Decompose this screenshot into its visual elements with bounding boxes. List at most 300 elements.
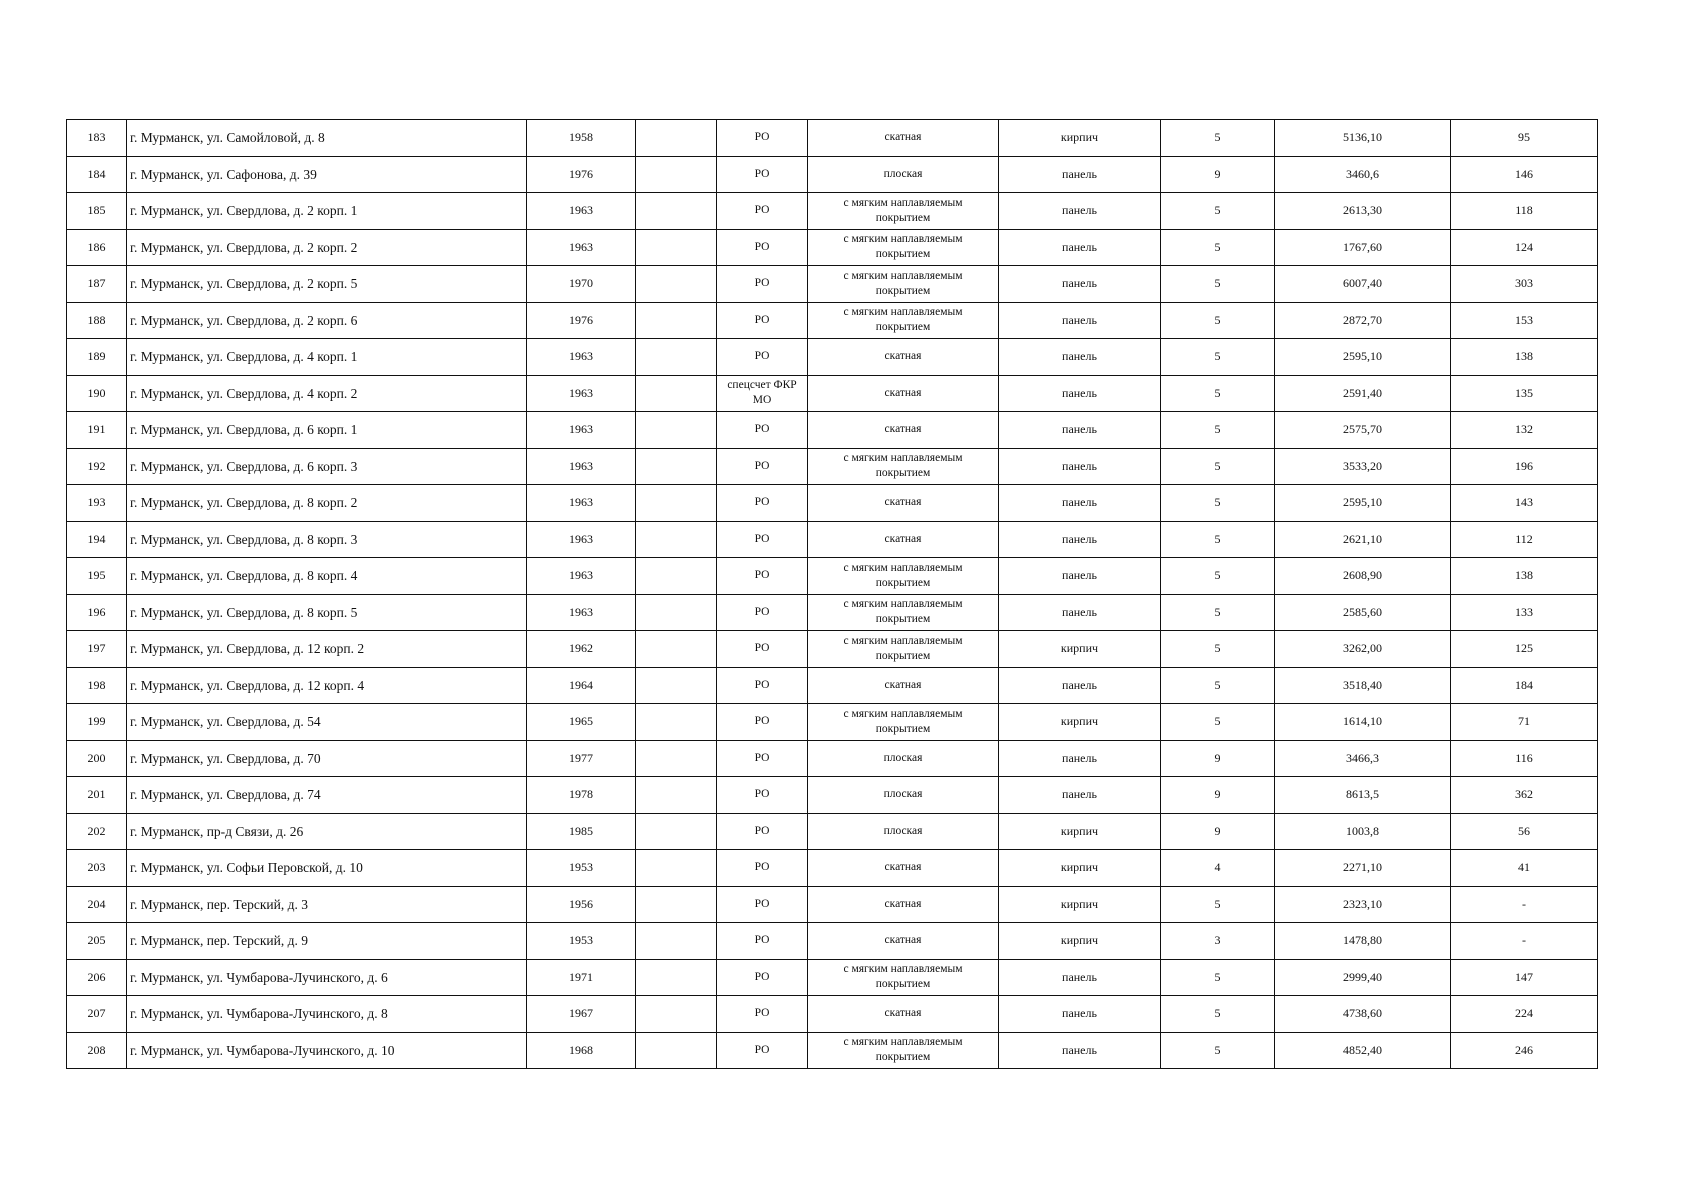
wall-material-cell: панель xyxy=(999,229,1161,266)
row-number-cell: 202 xyxy=(67,813,127,850)
row-number-cell: 195 xyxy=(67,558,127,595)
residents-cell: 246 xyxy=(1451,1032,1598,1069)
fund-method-cell xyxy=(717,229,808,266)
row-number-cell: 196 xyxy=(67,594,127,631)
roof-type-cell-text: скатная xyxy=(884,350,922,363)
roof-type-cell xyxy=(808,996,999,1033)
roof-type-cell xyxy=(808,412,999,449)
roof-type-cell-text: скатная xyxy=(884,897,922,910)
row-number-cell: 205 xyxy=(67,923,127,960)
roof-type-cell-text: плоская xyxy=(883,167,923,180)
blank-cell xyxy=(636,996,717,1033)
blank-cell xyxy=(636,558,717,595)
roof-type-cell-text: скатная xyxy=(884,423,922,436)
table-row xyxy=(67,120,1598,157)
blank-cell xyxy=(636,193,717,230)
roof-type-cell-text: с мягким наплавляемым покрытием xyxy=(843,306,963,334)
table-row xyxy=(67,996,1598,1033)
residents-cell: 112 xyxy=(1451,521,1598,558)
address-cell: г. Мурманск, ул. Свердлова, д. 54 xyxy=(127,704,527,741)
wall-material-cell: панель xyxy=(999,558,1161,595)
residents-cell: 124 xyxy=(1451,229,1598,266)
wall-material-cell: панель xyxy=(999,485,1161,522)
table-row xyxy=(67,448,1598,485)
table-row xyxy=(67,850,1598,887)
fund-method-cell xyxy=(717,813,808,850)
blank-cell xyxy=(636,777,717,814)
build-year-cell: 1963 xyxy=(527,521,636,558)
address-cell: г. Мурманск, ул. Свердлова, д. 2 корп. 6 xyxy=(127,302,527,339)
wall-material-cell: кирпич xyxy=(999,631,1161,668)
fund-method-cell-text: РО xyxy=(754,167,770,180)
blank-cell xyxy=(636,266,717,303)
row-number-cell: 193 xyxy=(67,485,127,522)
area-cell: 4852,40 xyxy=(1275,1032,1451,1069)
housing-register-table xyxy=(66,119,1598,1069)
area-cell: 2575,70 xyxy=(1275,412,1451,449)
address-cell: г. Мурманск, ул. Свердлова, д. 6 корп. 1 xyxy=(127,412,527,449)
fund-method-cell xyxy=(717,558,808,595)
fund-method-cell xyxy=(717,996,808,1033)
floors-cell: 5 xyxy=(1161,631,1275,668)
row-number-cell: 203 xyxy=(67,850,127,887)
fund-method-cell xyxy=(717,485,808,522)
floors-cell: 5 xyxy=(1161,302,1275,339)
fund-method-cell xyxy=(717,777,808,814)
roof-type-cell-text: плоская xyxy=(883,824,923,837)
fund-method-cell-text: РО xyxy=(754,824,770,837)
table-row xyxy=(67,521,1598,558)
wall-material-cell: панель xyxy=(999,959,1161,996)
fund-method-cell xyxy=(717,302,808,339)
table-row xyxy=(67,813,1598,850)
fund-method-cell-text: РО xyxy=(754,970,770,983)
roof-type-cell xyxy=(808,923,999,960)
residents-cell: 138 xyxy=(1451,339,1598,376)
blank-cell xyxy=(636,120,717,157)
roof-type-cell-text: скатная xyxy=(884,131,922,144)
roof-type-cell xyxy=(808,813,999,850)
wall-material-cell: кирпич xyxy=(999,120,1161,157)
roof-type-cell xyxy=(808,339,999,376)
address-cell: г. Мурманск, ул. Свердлова, д. 74 xyxy=(127,777,527,814)
residents-cell: 196 xyxy=(1451,448,1598,485)
row-number-cell: 186 xyxy=(67,229,127,266)
build-year-cell: 1985 xyxy=(527,813,636,850)
table-row xyxy=(67,777,1598,814)
row-number-cell: 191 xyxy=(67,412,127,449)
residents-cell: 118 xyxy=(1451,193,1598,230)
fund-method-cell xyxy=(717,448,808,485)
fund-method-cell-text: РО xyxy=(754,1043,770,1056)
roof-type-cell-text: скатная xyxy=(884,678,922,691)
table-row xyxy=(67,594,1598,631)
address-cell: г. Мурманск, ул. Свердлова, д. 2 корп. 5 xyxy=(127,266,527,303)
residents-cell: 41 xyxy=(1451,850,1598,887)
wall-material-cell: панель xyxy=(999,740,1161,777)
area-cell: 4738,60 xyxy=(1275,996,1451,1033)
roof-type-cell-text: скатная xyxy=(884,532,922,545)
wall-material-cell: кирпич xyxy=(999,923,1161,960)
fund-method-cell xyxy=(717,631,808,668)
residents-cell: 95 xyxy=(1451,120,1598,157)
blank-cell xyxy=(636,923,717,960)
row-number-cell: 185 xyxy=(67,193,127,230)
address-cell: г. Мурманск, ул. Свердлова, д. 6 корп. 3 xyxy=(127,448,527,485)
fund-method-cell-text: РО xyxy=(754,532,770,545)
floors-cell: 5 xyxy=(1161,959,1275,996)
wall-material-cell: панель xyxy=(999,302,1161,339)
address-cell: г. Мурманск, пр-д Связи, д. 26 xyxy=(127,813,527,850)
roof-type-cell xyxy=(808,740,999,777)
blank-cell xyxy=(636,485,717,522)
floors-cell: 5 xyxy=(1161,485,1275,522)
table-row xyxy=(67,631,1598,668)
roof-type-cell xyxy=(808,375,999,412)
table-row xyxy=(67,558,1598,595)
build-year-cell: 1963 xyxy=(527,594,636,631)
wall-material-cell: панель xyxy=(999,448,1161,485)
roof-type-cell-text: плоская xyxy=(883,788,923,801)
area-cell: 1003,8 xyxy=(1275,813,1451,850)
blank-cell xyxy=(636,886,717,923)
address-cell: г. Мурманск, ул. Сафонова, д. 39 xyxy=(127,156,527,193)
roof-type-cell xyxy=(808,485,999,522)
residents-cell: 303 xyxy=(1451,266,1598,303)
roof-type-cell xyxy=(808,704,999,741)
build-year-cell: 1963 xyxy=(527,485,636,522)
build-year-cell: 1963 xyxy=(527,375,636,412)
floors-cell: 9 xyxy=(1161,156,1275,193)
row-number-cell: 187 xyxy=(67,266,127,303)
area-cell: 2591,40 xyxy=(1275,375,1451,412)
row-number-cell: 200 xyxy=(67,740,127,777)
wall-material-cell: панель xyxy=(999,156,1161,193)
table-row xyxy=(67,485,1598,522)
residents-cell: 71 xyxy=(1451,704,1598,741)
area-cell: 3518,40 xyxy=(1275,667,1451,704)
build-year-cell: 1965 xyxy=(527,704,636,741)
roof-type-cell xyxy=(808,777,999,814)
fund-method-cell xyxy=(717,521,808,558)
address-cell: г. Мурманск, ул. Свердлова, д. 8 корп. 4 xyxy=(127,558,527,595)
floors-cell: 5 xyxy=(1161,558,1275,595)
blank-cell xyxy=(636,156,717,193)
blank-cell xyxy=(636,850,717,887)
build-year-cell: 1962 xyxy=(527,631,636,668)
table-body xyxy=(67,120,1598,1069)
blank-cell xyxy=(636,521,717,558)
area-cell: 2323,10 xyxy=(1275,886,1451,923)
blank-cell xyxy=(636,412,717,449)
area-cell: 1614,10 xyxy=(1275,704,1451,741)
build-year-cell: 1977 xyxy=(527,740,636,777)
roof-type-cell xyxy=(808,120,999,157)
build-year-cell: 1963 xyxy=(527,412,636,449)
row-number-cell: 190 xyxy=(67,375,127,412)
fund-method-cell-text: РО xyxy=(754,204,770,217)
build-year-cell: 1953 xyxy=(527,850,636,887)
row-number-cell: 207 xyxy=(67,996,127,1033)
fund-method-cell xyxy=(717,156,808,193)
row-number-cell: 183 xyxy=(67,120,127,157)
fund-method-cell xyxy=(717,412,808,449)
roof-type-cell xyxy=(808,266,999,303)
fund-method-cell xyxy=(717,594,808,631)
row-number-cell: 206 xyxy=(67,959,127,996)
fund-method-cell-text: РО xyxy=(754,131,770,144)
fund-method-cell-text: РО xyxy=(754,569,770,582)
fund-method-cell-text: РО xyxy=(754,496,770,509)
table-row xyxy=(67,302,1598,339)
table-row xyxy=(67,923,1598,960)
area-cell: 8613,5 xyxy=(1275,777,1451,814)
address-cell: г. Мурманск, ул. Свердлова, д. 70 xyxy=(127,740,527,777)
floors-cell: 5 xyxy=(1161,120,1275,157)
fund-method-cell xyxy=(717,923,808,960)
residents-cell: 184 xyxy=(1451,667,1598,704)
blank-cell xyxy=(636,1032,717,1069)
fund-method-cell-text: РО xyxy=(754,350,770,363)
address-cell: г. Мурманск, ул. Свердлова, д. 8 корп. 2 xyxy=(127,485,527,522)
area-cell: 2621,10 xyxy=(1275,521,1451,558)
roof-type-cell xyxy=(808,448,999,485)
fund-method-cell-text: РО xyxy=(754,861,770,874)
fund-method-cell-text: РО xyxy=(754,605,770,618)
table-row xyxy=(67,375,1598,412)
floors-cell: 5 xyxy=(1161,594,1275,631)
floors-cell: 5 xyxy=(1161,412,1275,449)
fund-method-cell-text: РО xyxy=(754,313,770,326)
residents-cell: 125 xyxy=(1451,631,1598,668)
area-cell: 2595,10 xyxy=(1275,339,1451,376)
residents-cell: 153 xyxy=(1451,302,1598,339)
table-row xyxy=(67,886,1598,923)
table-row xyxy=(67,266,1598,303)
table-row xyxy=(67,412,1598,449)
area-cell: 2872,70 xyxy=(1275,302,1451,339)
fund-method-cell xyxy=(717,193,808,230)
address-cell: г. Мурманск, ул. Свердлова, д. 12 корп. 4 xyxy=(127,667,527,704)
wall-material-cell: панель xyxy=(999,667,1161,704)
area-cell: 2608,90 xyxy=(1275,558,1451,595)
address-cell: г. Мурманск, ул. Софьи Перовской, д. 10 xyxy=(127,850,527,887)
roof-type-cell-text: скатная xyxy=(884,386,922,399)
address-cell: г. Мурманск, ул. Чумбарова-Лучинского, д. 6 xyxy=(127,959,527,996)
blank-cell xyxy=(636,631,717,668)
address-cell: г. Мурманск, ул. Свердлова, д. 4 корп. 1 xyxy=(127,339,527,376)
fund-method-cell xyxy=(717,1032,808,1069)
blank-cell xyxy=(636,339,717,376)
roof-type-cell xyxy=(808,594,999,631)
row-number-cell: 204 xyxy=(67,886,127,923)
row-number-cell: 192 xyxy=(67,448,127,485)
fund-method-cell xyxy=(717,266,808,303)
blank-cell xyxy=(636,302,717,339)
row-number-cell: 201 xyxy=(67,777,127,814)
fund-method-cell-text: спецсчет ФКР МО xyxy=(727,379,797,407)
table-row xyxy=(67,959,1598,996)
roof-type-cell xyxy=(808,959,999,996)
roof-type-cell xyxy=(808,193,999,230)
row-number-cell: 208 xyxy=(67,1032,127,1069)
build-year-cell: 1970 xyxy=(527,266,636,303)
floors-cell: 5 xyxy=(1161,193,1275,230)
roof-type-cell-text: с мягким наплавляемым покрытием xyxy=(843,963,963,991)
fund-method-cell-text: РО xyxy=(754,642,770,655)
wall-material-cell: панель xyxy=(999,996,1161,1033)
roof-type-cell-text: с мягким наплавляемым покрытием xyxy=(843,561,963,589)
fund-method-cell-text: РО xyxy=(754,459,770,472)
floors-cell: 4 xyxy=(1161,850,1275,887)
fund-method-cell-text: РО xyxy=(754,897,770,910)
roof-type-cell-text: с мягким наплавляемым покрытием xyxy=(843,269,963,297)
fund-method-cell xyxy=(717,120,808,157)
build-year-cell: 1964 xyxy=(527,667,636,704)
table-row xyxy=(67,1032,1598,1069)
area-cell: 2585,60 xyxy=(1275,594,1451,631)
fund-method-cell xyxy=(717,740,808,777)
floors-cell: 5 xyxy=(1161,886,1275,923)
roof-type-cell xyxy=(808,156,999,193)
address-cell: г. Мурманск, ул. Свердлова, д. 8 корп. 3 xyxy=(127,521,527,558)
blank-cell xyxy=(636,959,717,996)
residents-cell: 143 xyxy=(1451,485,1598,522)
build-year-cell: 1976 xyxy=(527,302,636,339)
wall-material-cell: панель xyxy=(999,375,1161,412)
area-cell: 1767,60 xyxy=(1275,229,1451,266)
floors-cell: 5 xyxy=(1161,339,1275,376)
area-cell: 3533,20 xyxy=(1275,448,1451,485)
fund-method-cell xyxy=(717,339,808,376)
roof-type-cell-text: с мягким наплавляемым покрытием xyxy=(843,233,963,261)
residents-cell: 146 xyxy=(1451,156,1598,193)
address-cell: г. Мурманск, ул. Чумбарова-Лучинского, д. 10 xyxy=(127,1032,527,1069)
fund-method-cell-text: РО xyxy=(754,240,770,253)
table-row xyxy=(67,704,1598,741)
fund-method-cell-text: РО xyxy=(754,277,770,290)
fund-method-cell-text: РО xyxy=(754,423,770,436)
fund-method-cell xyxy=(717,959,808,996)
wall-material-cell: панель xyxy=(999,777,1161,814)
area-cell: 2271,10 xyxy=(1275,850,1451,887)
roof-type-cell-text: скатная xyxy=(884,1007,922,1020)
build-year-cell: 1971 xyxy=(527,959,636,996)
row-number-cell: 197 xyxy=(67,631,127,668)
build-year-cell: 1967 xyxy=(527,996,636,1033)
roof-type-cell xyxy=(808,558,999,595)
floors-cell: 9 xyxy=(1161,740,1275,777)
address-cell: г. Мурманск, ул. Самойловой, д. 8 xyxy=(127,120,527,157)
wall-material-cell: панель xyxy=(999,1032,1161,1069)
row-number-cell: 198 xyxy=(67,667,127,704)
blank-cell xyxy=(636,448,717,485)
residents-cell: 135 xyxy=(1451,375,1598,412)
wall-material-cell: кирпич xyxy=(999,813,1161,850)
blank-cell xyxy=(636,667,717,704)
residents-cell: - xyxy=(1451,923,1598,960)
build-year-cell: 1958 xyxy=(527,120,636,157)
build-year-cell: 1963 xyxy=(527,448,636,485)
roof-type-cell xyxy=(808,850,999,887)
area-cell: 6007,40 xyxy=(1275,266,1451,303)
address-cell: г. Мурманск, ул. Свердлова, д. 12 корп. 2 xyxy=(127,631,527,668)
table-row xyxy=(67,193,1598,230)
roof-type-cell xyxy=(808,631,999,668)
roof-type-cell xyxy=(808,1032,999,1069)
wall-material-cell: кирпич xyxy=(999,850,1161,887)
residents-cell: 362 xyxy=(1451,777,1598,814)
address-cell: г. Мурманск, ул. Свердлова, д. 2 корп. 2 xyxy=(127,229,527,266)
floors-cell: 5 xyxy=(1161,229,1275,266)
area-cell: 5136,10 xyxy=(1275,120,1451,157)
table-row xyxy=(67,667,1598,704)
blank-cell xyxy=(636,375,717,412)
roof-type-cell-text: скатная xyxy=(884,496,922,509)
fund-method-cell-text: РО xyxy=(754,1007,770,1020)
roof-type-cell xyxy=(808,521,999,558)
floors-cell: 5 xyxy=(1161,704,1275,741)
roof-type-cell xyxy=(808,886,999,923)
residents-cell: 116 xyxy=(1451,740,1598,777)
address-cell: г. Мурманск, ул. Свердлова, д. 2 корп. 1 xyxy=(127,193,527,230)
blank-cell xyxy=(636,813,717,850)
area-cell: 1478,80 xyxy=(1275,923,1451,960)
fund-method-cell xyxy=(717,850,808,887)
build-year-cell: 1976 xyxy=(527,156,636,193)
floors-cell: 5 xyxy=(1161,1032,1275,1069)
residents-cell: 224 xyxy=(1451,996,1598,1033)
row-number-cell: 188 xyxy=(67,302,127,339)
build-year-cell: 1953 xyxy=(527,923,636,960)
residents-cell: 56 xyxy=(1451,813,1598,850)
roof-type-cell-text: с мягким наплавляемым покрытием xyxy=(843,707,963,735)
address-cell: г. Мурманск, пер. Терский, д. 3 xyxy=(127,886,527,923)
build-year-cell: 1978 xyxy=(527,777,636,814)
build-year-cell: 1963 xyxy=(527,339,636,376)
blank-cell xyxy=(636,704,717,741)
fund-method-cell xyxy=(717,886,808,923)
fund-method-cell-text: РО xyxy=(754,678,770,691)
roof-type-cell-text: скатная xyxy=(884,861,922,874)
roof-type-cell-text: плоская xyxy=(883,751,923,764)
table-row xyxy=(67,156,1598,193)
roof-type-cell-text: с мягким наплавляемым покрытием xyxy=(843,634,963,662)
residents-cell: - xyxy=(1451,886,1598,923)
roof-type-cell-text: с мягким наплавляемым покрытием xyxy=(843,1036,963,1064)
blank-cell xyxy=(636,229,717,266)
address-cell: г. Мурманск, пер. Терский, д. 9 xyxy=(127,923,527,960)
fund-method-cell-text: РО xyxy=(754,751,770,764)
table-row xyxy=(67,229,1598,266)
table-row xyxy=(67,339,1598,376)
blank-cell xyxy=(636,594,717,631)
floors-cell: 9 xyxy=(1161,813,1275,850)
row-number-cell: 194 xyxy=(67,521,127,558)
area-cell: 3262,00 xyxy=(1275,631,1451,668)
residents-cell: 138 xyxy=(1451,558,1598,595)
roof-type-cell-text: скатная xyxy=(884,934,922,947)
row-number-cell: 184 xyxy=(67,156,127,193)
wall-material-cell: панель xyxy=(999,521,1161,558)
wall-material-cell: панель xyxy=(999,266,1161,303)
residents-cell: 132 xyxy=(1451,412,1598,449)
table-row xyxy=(67,740,1598,777)
address-cell: г. Мурманск, ул. Чумбарова-Лучинского, д. 8 xyxy=(127,996,527,1033)
address-cell: г. Мурманск, ул. Свердлова, д. 4 корп. 2 xyxy=(127,375,527,412)
area-cell: 2613,30 xyxy=(1275,193,1451,230)
row-number-cell: 189 xyxy=(67,339,127,376)
